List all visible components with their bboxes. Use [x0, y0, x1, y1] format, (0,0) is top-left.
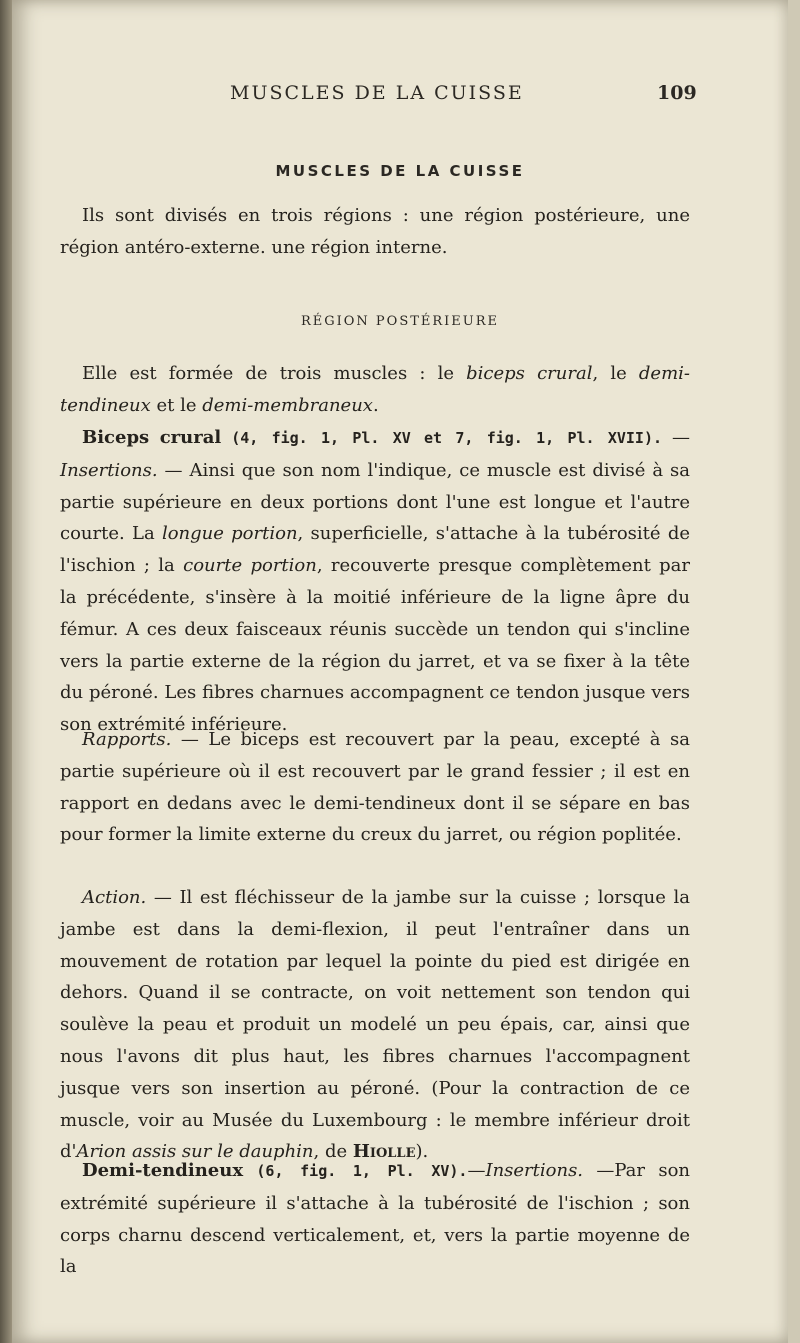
muscle-name-biceps: Biceps crural: [82, 427, 222, 448]
separator: —: [467, 1160, 486, 1181]
action-label: Action.: [82, 887, 147, 908]
biceps-paragraph: [60, 422, 690, 741]
term-demi-membraneux: demi-membraneux: [202, 394, 373, 416]
body-text: — Il est fléchisseur de la jambe sur la cuisse ; lorsque la jambe est dans la demi-flexion, il peut l'entraîner dans un mouvement de rotation par lequel la pointe du pied est dirigée en dehors. Quand il se contracte, on voit nettement son tendon qui soulève la peau et produit un modelé un peu épais, car, ainsi que nous l'avons dit plus haut, les fibres charnues l'accompagnent jusque vers son insertion au péroné. (Pour la contraction de ce muscle, voir au Musée du Luxembourg : le membre inférieur droit d': [60, 887, 690, 1163]
intro-text: .: [372, 394, 379, 416]
insertions-label: Insertions.: [485, 1160, 584, 1181]
subsection-title: RÉGION POSTÉRIEURE: [300, 314, 500, 329]
insertions-label: Insertions.: [60, 459, 158, 481]
region-intro-paragraph: [60, 358, 690, 422]
body-text: — Ainsi que son nom l'indique, ce muscle est divisé à sa partie supérieure en deux portions dont l'une est longue et l'autre courte. La: [60, 459, 690, 545]
rapports-label: Rapports.: [82, 729, 172, 750]
book-spine-shadow: [0, 0, 12, 1343]
body-text: ).: [415, 1141, 429, 1163]
body-text: —Par son extrémité supérieure il s'attache à la tubérosité de l'ischion ; son corps charnu descend verticalement, et, vers la partie moyenne de la: [60, 1160, 690, 1278]
term-demi-tendineux: demi-tendineux: [60, 363, 690, 416]
page-number: 109: [657, 82, 697, 104]
plate-reference: (4, fig. 1, Pl. XV et 7, fig. 1, Pl. XVII).: [231, 429, 663, 447]
body-text: , recouverte presque complètement par la précédente, s'insère à la moitié inférieure de la ligne âpre du fémur. A ces deux faisceaux réunis succède un tendon qui s'incline vers la partie externe de la région du jarret, et va se fixer à la tête du péroné. Les fibres charnues accompagnent ce tendon jusque vers son extrémité inférieure.: [60, 555, 691, 736]
term-longue-portion: longue portion: [161, 523, 298, 545]
separator: —: [662, 427, 690, 448]
rapports-paragraph: [60, 724, 690, 851]
section-title: MUSCLES DE LA CUISSE: [275, 162, 525, 180]
intro-text: , le: [592, 363, 639, 384]
running-title: MUSCLES DE LA CUISSE: [230, 82, 524, 104]
muscle-name-demi-tendineux: Demi-tendineux: [82, 1160, 244, 1181]
intro-text: et le: [150, 394, 203, 416]
term-biceps: biceps crural: [466, 363, 593, 384]
plate-reference: (6, fig. 1, Pl. XV).: [256, 1162, 468, 1180]
artwork-title: Arion assis sur le dauphin: [76, 1141, 314, 1163]
body-text: — Le biceps est recouvert par la peau, excepté à sa partie supérieure où il est recouvert par le grand fessier ; il est en rapport en dedans avec le demi-tendineux dont il se sépare en bas pour former la limite externe du creux du jarret, ou région poplitée.: [60, 729, 690, 846]
body-text: , de: [313, 1141, 353, 1163]
intro-text: Elle est formée de trois muscles : le: [82, 363, 467, 384]
section-intro-paragraph: Ils sont divisés en trois régions : une région postérieure, une région antéro-externe. une région interne.: [60, 205, 690, 258]
body-text: , superficielle, s'attache à la tubérosité de l'ischion ; la: [60, 523, 691, 577]
action-paragraph: [60, 882, 690, 1168]
demi-tendineux-paragraph: [60, 1155, 690, 1283]
term-courte-portion: courte portion: [183, 555, 317, 577]
sculptor-name: Hiolle: [352, 1141, 416, 1163]
